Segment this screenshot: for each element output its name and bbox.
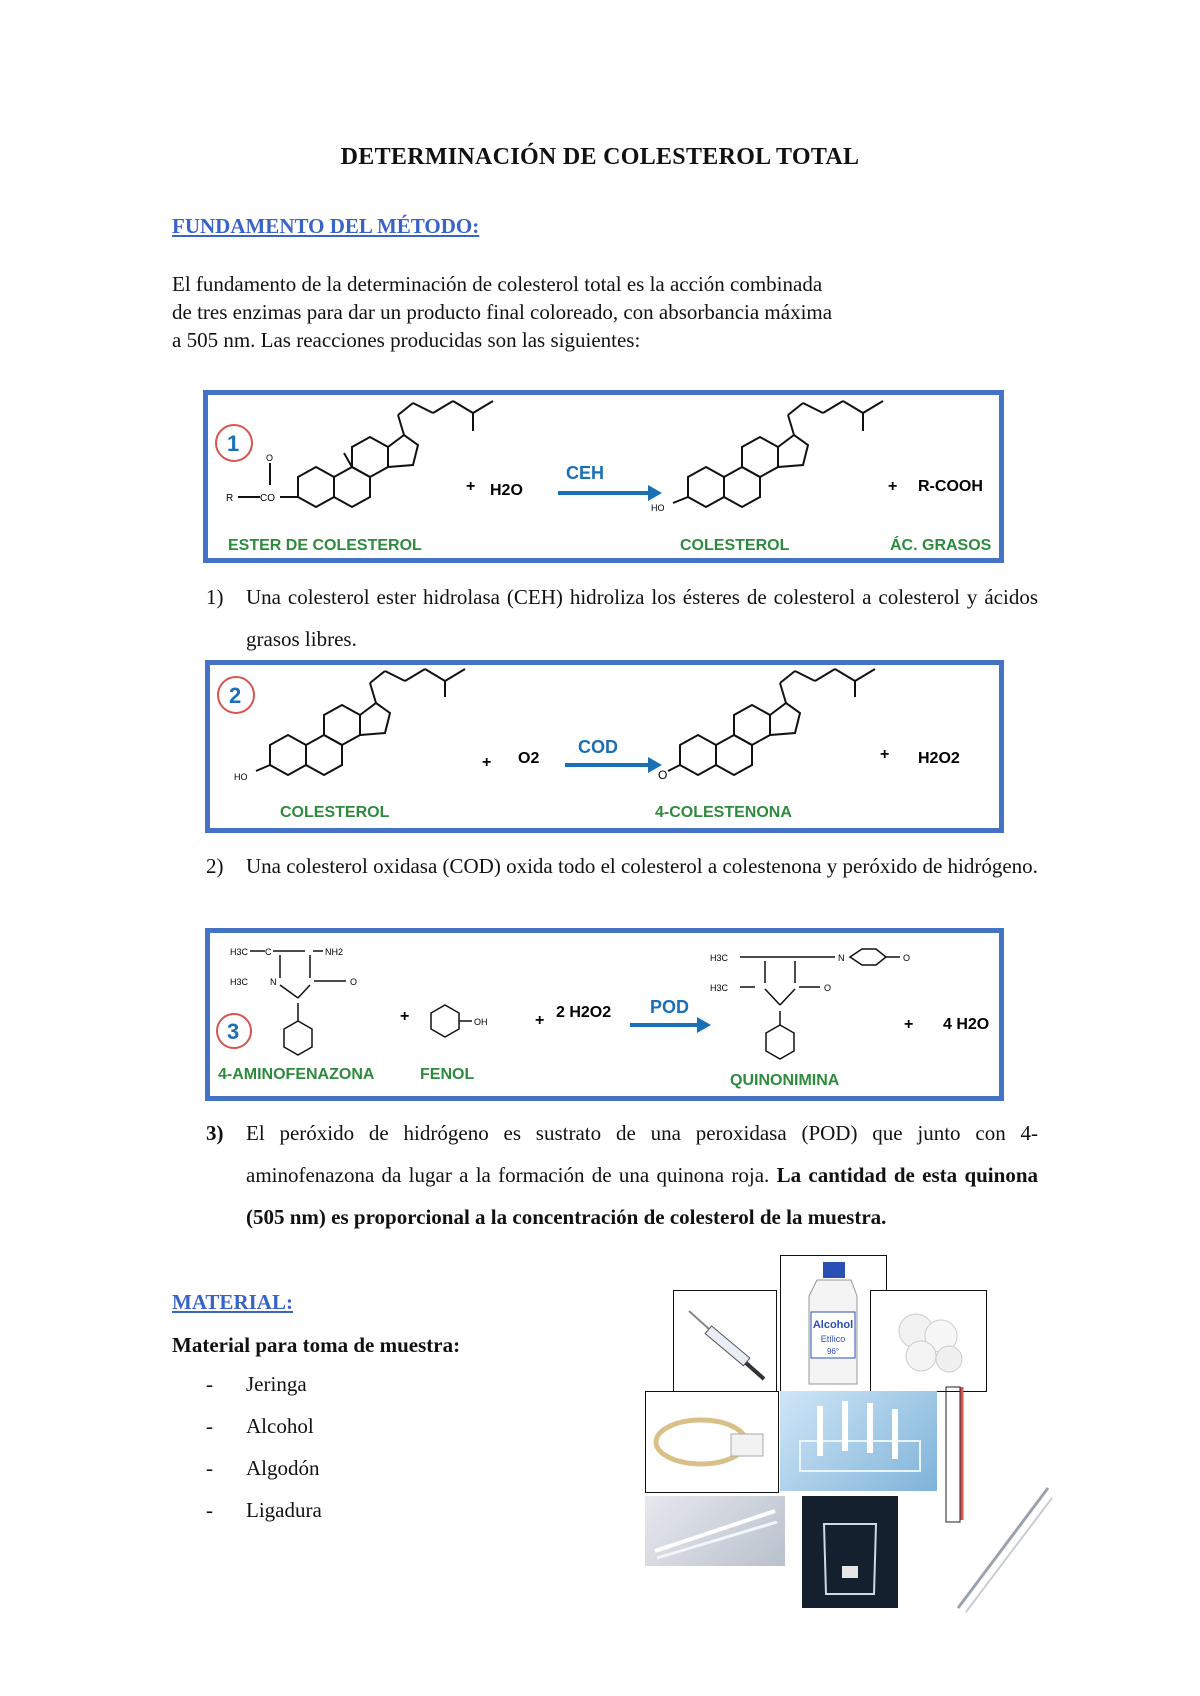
- hydroxyl-group: HO: [651, 503, 665, 513]
- product-water: 4 H2O: [943, 1016, 990, 1033]
- nitrogen-atom: N: [838, 953, 845, 963]
- list-item: - Ligadura: [206, 1498, 322, 1522]
- tourniquet-image: [645, 1391, 779, 1493]
- reagent-water: H2O: [490, 482, 523, 499]
- plus-sign: +: [466, 478, 476, 495]
- list-item: - Jeringa: [206, 1372, 307, 1396]
- reaction-number: 3: [227, 1019, 240, 1044]
- carbon-atom: C: [265, 947, 272, 957]
- material-subheading: Material para toma de muestra:: [172, 1333, 461, 1357]
- phenol-structure: [431, 1005, 472, 1037]
- reaction-2-diagram: [210, 665, 999, 828]
- reaction-number: 1: [227, 431, 240, 456]
- reaction-box-3: [205, 928, 1004, 1101]
- list-item: [206, 845, 1038, 887]
- label-aminofenazona: 4-AMINOFENAZONA: [218, 1066, 375, 1083]
- label-colesterol: COLESTEROL: [280, 804, 390, 821]
- label-quinonimina: QUINONIMINA: [730, 1072, 840, 1089]
- oxygen-atom: O: [824, 983, 832, 993]
- fundamento-heading: FUNDAMENTO DEL MÉTODO:: [172, 214, 480, 238]
- amine-group: NH2: [325, 947, 344, 957]
- carbonyl-atoms: CO: [260, 493, 275, 504]
- material-item: Ligadura: [246, 1498, 322, 1522]
- hydroxyl-group: OH: [474, 1017, 488, 1027]
- methyl-group: H3C: [710, 953, 729, 963]
- fundamento-paragraph: [172, 270, 972, 354]
- cholestenone-structure: [668, 669, 875, 775]
- product-fatty-acid: R-COOH: [918, 478, 983, 495]
- cholesteryl-ester-structure: [238, 401, 493, 507]
- r-group: R: [226, 493, 234, 504]
- reagent-oxygen: O2: [518, 750, 540, 767]
- label-fenol: FENOL: [420, 1066, 475, 1083]
- enzyme-ceh: CEH: [566, 463, 605, 483]
- item-text: [246, 1112, 1038, 1238]
- glass-rod-image: [948, 1478, 1058, 1618]
- list-item: - Alcohol: [206, 1414, 314, 1438]
- pipettes-image: [645, 1496, 785, 1566]
- plus-sign: +: [400, 1008, 410, 1025]
- material-heading: MATERIAL:: [172, 1290, 293, 1314]
- plus-sign: +: [535, 1012, 545, 1029]
- fundamento-line: El fundamento de la determinación de colesterol total es la acción combinada: [172, 272, 823, 296]
- label-colestenona: 4-COLESTENONA: [655, 804, 792, 821]
- enzyme-cod: COD: [578, 737, 618, 757]
- plus-sign: +: [880, 746, 890, 763]
- label-colesterol: COLESTEROL: [680, 537, 790, 554]
- item-text-normal: El peróxido de hidrógeno es sustrato de una peroxidasa (POD) que junto con 4-aminofenazona da lugar a la formación de una quinona roja.: [246, 1121, 1038, 1187]
- bottle-label: Etílico: [820, 1334, 846, 1344]
- material-item: Algodón: [246, 1456, 320, 1480]
- label-ester-colesterol: ESTER DE COLESTEROL: [228, 537, 422, 554]
- fundamento-line: de tres enzimas para dar un producto final coloreado, con absorbancia máxima: [172, 300, 833, 324]
- syringe-image: [673, 1290, 777, 1392]
- cotton-image: [870, 1290, 987, 1392]
- reagent-peroxide: 2 H2O2: [556, 1004, 612, 1021]
- nitrogen-atom: N: [270, 977, 277, 987]
- quinonimina-structure: [740, 949, 900, 1059]
- list-item: [206, 576, 1038, 660]
- item-number: 3): [206, 1121, 224, 1145]
- item-text: Una colesterol ester hidrolasa (CEH) hidroliza los ésteres de colesterol a colesterol y ácidos grasos libres.: [246, 585, 1038, 651]
- item-number: 1): [206, 585, 224, 609]
- reaction-box-1: [203, 390, 1004, 563]
- methyl-group: H3C: [710, 983, 729, 993]
- material-item: Alcohol: [246, 1414, 314, 1438]
- bottle-label: Alcohol: [812, 1319, 854, 1331]
- reaction-3-diagram: [210, 933, 999, 1096]
- label-ac-grasos: ÁC. GRASOS: [890, 537, 992, 554]
- reaction-box-2: [205, 660, 1004, 833]
- ketone-oxygen: O: [658, 768, 668, 782]
- test-tube-rack-image: [780, 1391, 937, 1491]
- aminofenazona-structure: [250, 951, 346, 1055]
- plus-sign: +: [482, 754, 492, 771]
- page-title: DETERMINACIÓN DE COLESTEROL TOTAL: [340, 144, 860, 170]
- oxygen-atom: O: [266, 453, 274, 463]
- beaker-image: [802, 1496, 898, 1608]
- methyl-group: H3C: [230, 977, 249, 987]
- item-number: 2): [206, 854, 224, 878]
- list-item: [206, 1112, 1038, 1238]
- item-text-bold: La cantidad de esta quinona (505 nm) es proporcional a la concentración de colesterol de la muestra.: [246, 1163, 1038, 1229]
- bottle-label: 96°: [826, 1347, 840, 1356]
- reaction-1-diagram: [208, 395, 999, 558]
- reaction-number: 2: [229, 683, 242, 708]
- plus-sign: +: [904, 1016, 914, 1033]
- fundamento-line: a 505 nm. Las reacciones producidas son las siguientes:: [172, 328, 641, 352]
- oxygen-atom: O: [903, 953, 911, 963]
- oxygen-atom: O: [350, 977, 358, 987]
- hydroxyl-group: HO: [234, 772, 248, 782]
- item-text: Una colesterol oxidasa (COD) oxida todo el colesterol a colestenona y peróxido de hidrógeno.: [246, 854, 1038, 878]
- product-peroxide: H2O2: [918, 750, 960, 767]
- cholesterol-structure: [256, 669, 465, 775]
- methyl-group: H3C: [230, 947, 249, 957]
- material-item: Jeringa: [246, 1372, 307, 1396]
- list-item: - Algodón: [206, 1456, 320, 1480]
- enzyme-pod: POD: [650, 997, 690, 1017]
- plus-sign: +: [888, 478, 898, 495]
- cholesterol-structure: [673, 401, 883, 507]
